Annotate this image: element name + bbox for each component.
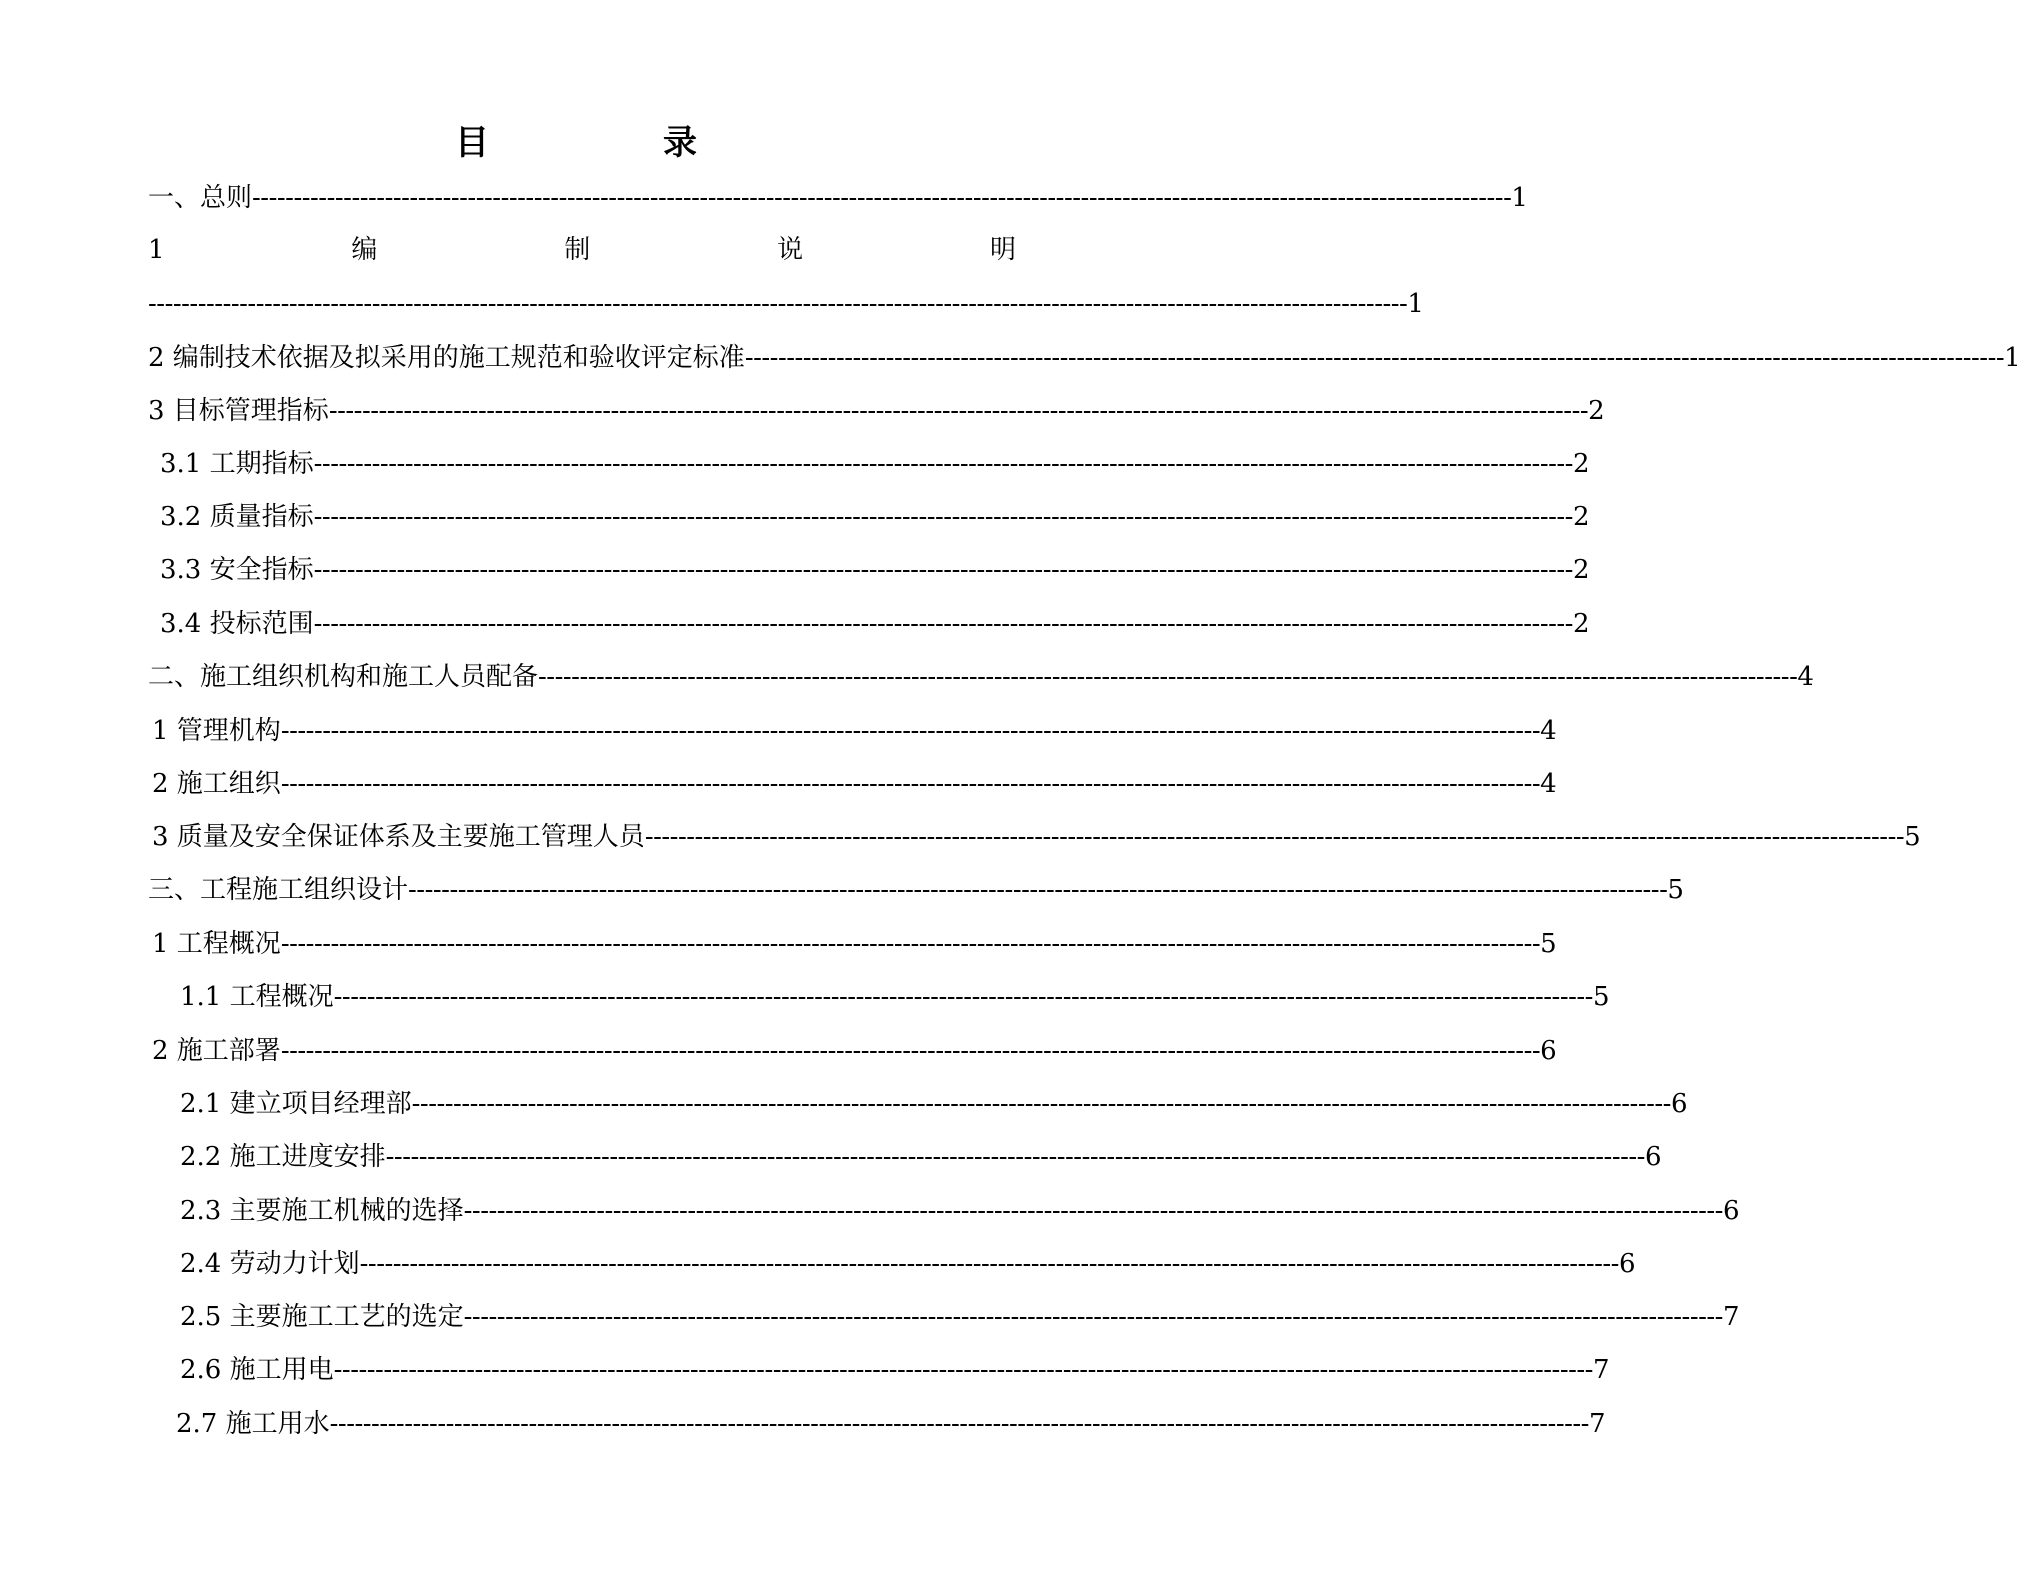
toc-page-number: 5 <box>1540 929 1557 959</box>
toc-page-number: 5 <box>1592 982 1610 1012</box>
toc-page-number: 6 <box>1618 1249 1636 1279</box>
toc-entry-label: 2 编制技术依据及拟采用的施工规范和验收评定标准 <box>148 343 745 373</box>
toc-entry-label: 3.3 安全指标 <box>160 555 314 585</box>
toc-leader: -------------------------------------------------------------------------------------------------------------------------------------------------------- <box>359 1249 1619 1279</box>
toc-page-number: 4 <box>1540 769 1557 799</box>
toc-leader: -------------------------------------------------------------------------------------------------------------------------------------------------------- <box>744 343 2005 373</box>
toc-leader: -------------------------------------------------------------------------------------------------------------------------------------------------------- <box>463 1196 1723 1226</box>
toc-entry <box>152 924 1557 964</box>
toc-entry-label: 1 工程概况 <box>152 929 281 959</box>
toc-entry <box>152 817 1921 857</box>
toc-entry <box>180 1084 1688 1124</box>
toc-entry <box>160 444 1590 484</box>
toc-entry-label: 三、工程施工组织设计 <box>148 875 409 905</box>
toc-leader: -------------------------------------------------------------------------------------------------------------------------------------------------------- <box>313 609 1573 639</box>
toc-leader: -------------------------------------------------------------------------------------------------------------------------------------------------------- <box>280 929 1541 959</box>
toc-entry-label: 1.1 工程概况 <box>180 982 334 1012</box>
toc-page-number: 2 <box>1572 449 1590 479</box>
toc-entry-label: 2 施工组织 <box>152 769 281 799</box>
toc-entry <box>148 870 1684 910</box>
toc-page-number: 7 <box>1722 1302 1740 1332</box>
toc-entry-continuation <box>148 284 1424 324</box>
toc-entry <box>180 1244 1636 1284</box>
toc-entry <box>152 1031 1557 1071</box>
toc-page-number: 2 <box>1572 609 1590 639</box>
toc-leader: -------------------------------------------------------------------------------------------------------------------------------------------------------- <box>538 662 1798 692</box>
toc-page-number: 5 <box>1904 822 1921 852</box>
toc-leader: -------------------------------------------------------------------------------------------------------------------------------------------------------- <box>408 875 1668 905</box>
toc-entry <box>160 497 1590 537</box>
toc-entry <box>180 1137 1662 1177</box>
toc-entry <box>176 1404 1606 1444</box>
toc-entry <box>148 391 1605 431</box>
toc-leader: -------------------------------------------------------------------------------------------------------------------------------------------------------- <box>385 1142 1645 1172</box>
toc-entry-label: 3.4 投标范围 <box>160 609 314 639</box>
toc-page-number: 6 <box>1670 1089 1688 1119</box>
toc-page-number: 5 <box>1667 875 1684 905</box>
toc-entry <box>180 1297 1740 1337</box>
toc-page-number: 2 <box>1572 502 1590 532</box>
toc-entry-label: 1 管理机构 <box>152 716 281 746</box>
toc-entry-label: 2.1 建立项目经理部 <box>180 1089 412 1119</box>
toc-page-number: 1 <box>1407 289 1424 319</box>
toc-page-number: 1 <box>1511 183 1528 213</box>
toc-entry <box>152 711 1557 751</box>
toc-leader: -------------------------------------------------------------------------------------------------------------------------------------------------------- <box>329 1409 1589 1439</box>
toc-page-number: 4 <box>1540 716 1557 746</box>
toc-entry <box>152 764 1557 804</box>
toc-entry <box>148 338 2021 378</box>
toc-leader: -------------------------------------------------------------------------------------------------------------------------------------------------------- <box>313 555 1573 585</box>
toc-entry-label: 2.4 劳动力计划 <box>180 1249 360 1279</box>
toc-entry-label: 2.5 主要施工工艺的选定 <box>180 1302 464 1332</box>
toc-entry-label: 2.2 施工进度安排 <box>180 1142 386 1172</box>
toc-page-number: 1 <box>2004 343 2021 373</box>
toc-entry <box>160 604 1590 644</box>
toc-entry-part: 明 <box>989 235 1016 265</box>
page-title: 目 录 <box>455 123 767 163</box>
toc-leader: -------------------------------------------------------------------------------------------------------------------------------------------------------- <box>280 1036 1541 1066</box>
toc-page-number: 2 <box>1588 396 1605 426</box>
toc-entry-label: 3 目标管理指标 <box>148 396 329 426</box>
toc-entry <box>180 1350 1610 1390</box>
toc-entry-label: 3 质量及安全保证体系及主要施工管理人员 <box>152 822 645 852</box>
toc-leader: -------------------------------------------------------------------------------------------------------------------------------------------------------- <box>313 502 1573 532</box>
toc-entry-part: 编 <box>351 235 378 265</box>
toc-entry-label: 一、总则 <box>148 183 253 213</box>
toc-leader: -------------------------------------------------------------------------------------------------------------------------------------------------------- <box>463 1302 1723 1332</box>
toc-entry-label: 2.6 施工用电 <box>180 1355 334 1385</box>
toc-page-number: 6 <box>1540 1036 1557 1066</box>
toc-entry <box>148 657 1814 697</box>
toc-entry-justified <box>148 230 1016 270</box>
toc-entry-label: 二、施工组织机构和施工人员配备 <box>148 662 539 692</box>
toc-leader: -------------------------------------------------------------------------------------------------------------------------------------------------------- <box>252 183 1512 213</box>
toc-page-number: 7 <box>1592 1355 1610 1385</box>
toc-entry-label: 3.1 工期指标 <box>160 449 314 479</box>
toc-leader: -------------------------------------------------------------------------------------------------------------------------------------------------------- <box>328 396 1589 426</box>
toc-entry-label: 2.3 主要施工机械的选择 <box>180 1196 464 1226</box>
toc-leader: -------------------------------------------------------------------------------------------------------------------------------------------------------- <box>644 822 1905 852</box>
toc-entry-part: 1 <box>148 235 165 265</box>
toc-leader: -------------------------------------------------------------------------------------------------------------------------------------------------------- <box>333 1355 1593 1385</box>
toc-page-number: 6 <box>1644 1142 1662 1172</box>
toc-page-number: 2 <box>1572 555 1590 585</box>
toc-entry-label: 2 施工部署 <box>152 1036 281 1066</box>
toc-leader: -------------------------------------------------------------------------------------------------------------------------------------------------------- <box>280 716 1541 746</box>
toc-entry-part: 说 <box>777 235 804 265</box>
toc-leader: -------------------------------------------------------------------------------------------------------------------------------------------------------- <box>313 449 1573 479</box>
toc-page-number: 6 <box>1722 1196 1740 1226</box>
toc-leader: -------------------------------------------------------------------------------------------------------------------------------------------------------- <box>333 982 1593 1012</box>
toc-leader: -------------------------------------------------------------------------------------------------------------------------------------------------------- <box>411 1089 1671 1119</box>
toc-leader: -------------------------------------------------------------------------------------------------------------------------------------------------------- <box>280 769 1541 799</box>
toc-page-number: 4 <box>1797 662 1814 692</box>
toc-entry <box>148 178 1528 218</box>
toc-entry <box>160 550 1590 590</box>
toc-entry-label: 2.7 施工用水 <box>176 1409 330 1439</box>
toc-entry-label: 3.2 质量指标 <box>160 502 314 532</box>
toc-entry-part: 制 <box>564 235 591 265</box>
toc-entry <box>180 977 1610 1017</box>
toc-leader: -------------------------------------------------------------------------------------------------------------------------------------------------------- <box>148 289 1408 319</box>
toc-entry <box>180 1191 1740 1231</box>
toc-page-number: 7 <box>1588 1409 1606 1439</box>
